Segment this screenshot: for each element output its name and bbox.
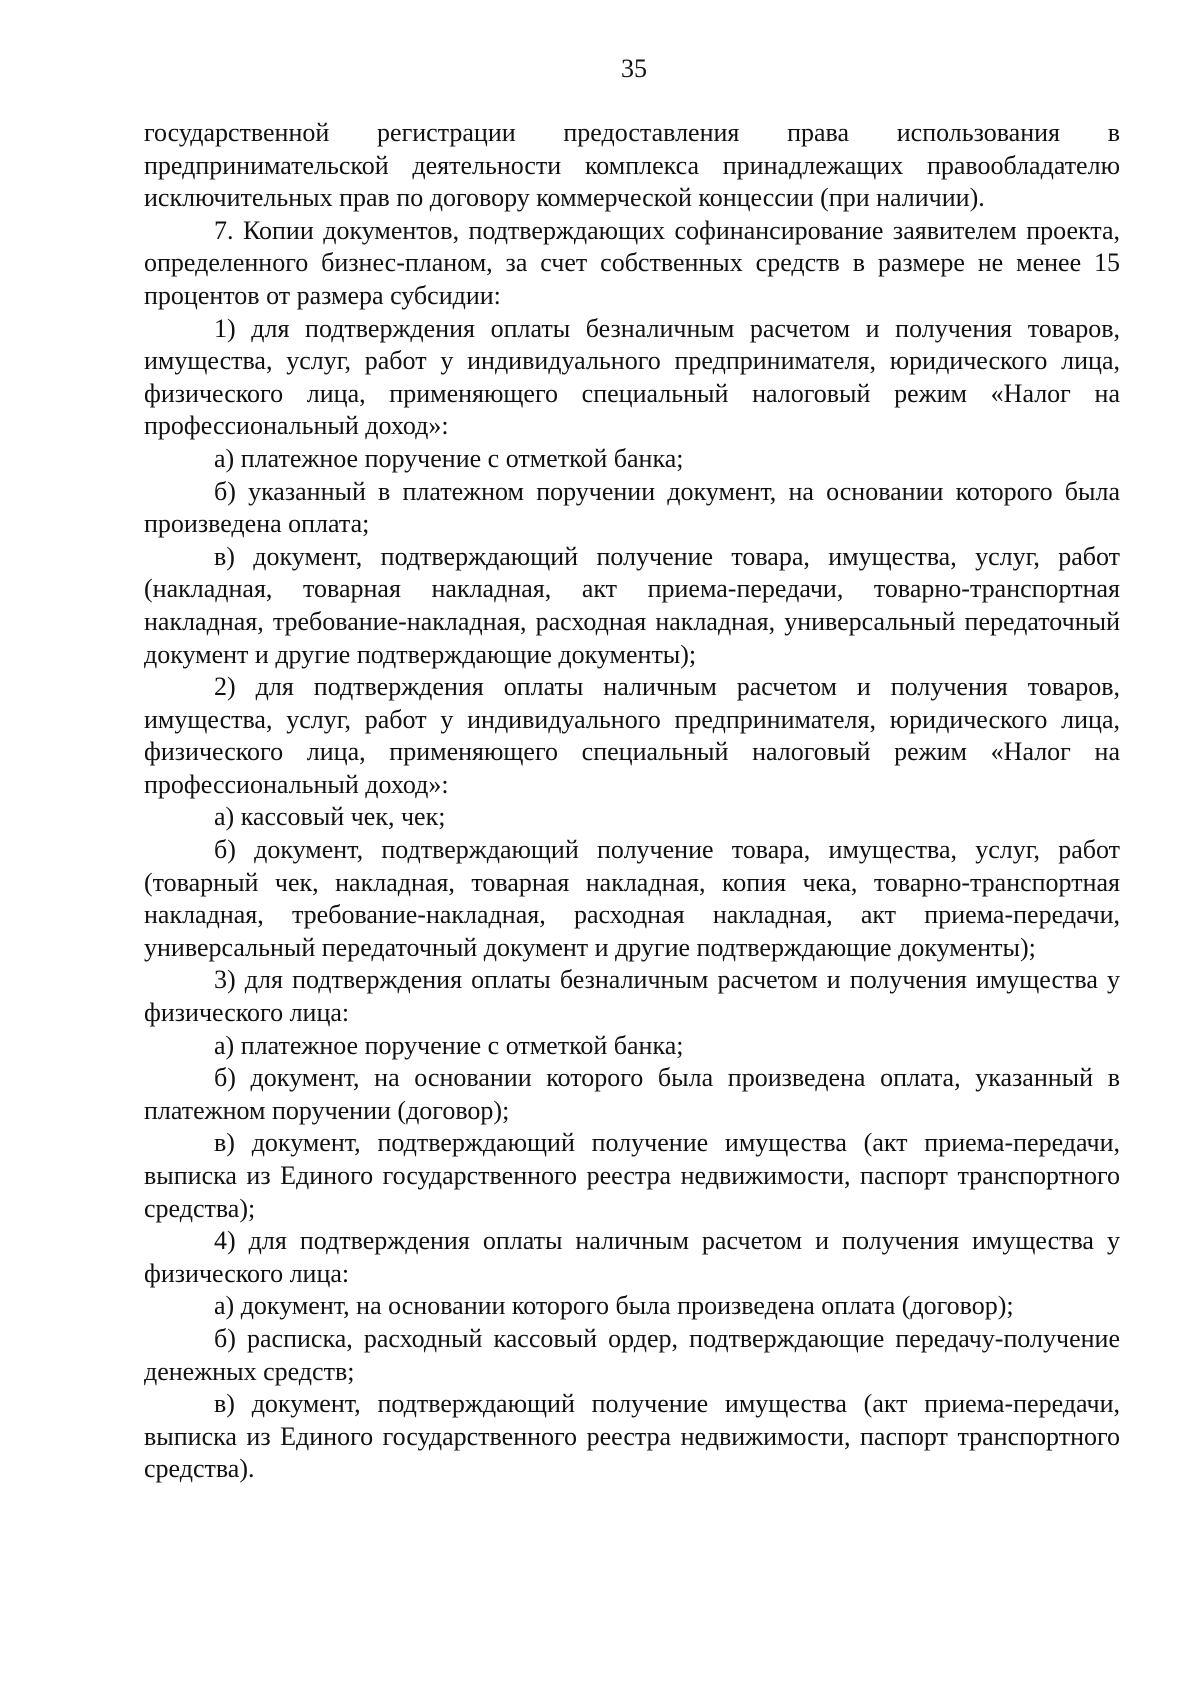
- paragraph: 4) для подтверждения оплаты наличным расчетом и получения имущества у физического лица:: [144, 1226, 1120, 1288]
- paragraph: 3) для подтверждения оплаты безналичным расчетом и получения имущества у физического лица:: [144, 965, 1120, 1028]
- paragraph: 2) для подтверждения оплаты наличным расчетом и получения товаров, имущества, услуг, работ у индивидуального предпринимателя, юридического лица, физического лица, применяющего специальный налоговый режим «Налог на профессиональный доход»:: [144, 672, 1120, 799]
- paragraph: а) платежное поручение с отметкой банка;: [214, 443, 684, 473]
- paragraph: 7. Копии документов, подтверждающих софинансирование заявителем проекта, определенного бизнес-планом, за счет собственных средств в размере не менее 15 процентов от размера субсидии:: [144, 215, 1120, 310]
- paragraph: б) документ, на основании которого была произведена оплата, указанный в платежном поручении (договор);: [144, 1063, 1120, 1125]
- paragraph: а) платежное поручение с отметкой банка;: [214, 1030, 684, 1060]
- paragraph: б) указанный в платежном поручении документ, на основании которого была произведена оплата;: [144, 476, 1120, 539]
- paragraph: в) документ, подтверждающий получение товара, имущества, услуг, работ (накладная, товарная накладная, акт приема-передачи, товарно-транспортная накладная, требование-накладная, расходная накладная, универсальный передаточный документ и другие подтверждающие документы);: [144, 541, 1120, 669]
- paragraph: а) кассовый чек, чек;: [214, 802, 446, 832]
- paragraph: в) документ, подтверждающий получение имущества (акт приема-передачи, выписка из Единого государственного реестра недвижимости, паспорт транспортного средства).: [144, 1389, 1120, 1484]
- paragraph: государственной регистрации предоставления права использования в предпринимательской деятельности комплекса принадлежащих правообладателю исключительных прав по договору коммерческой концессии (при наличии).: [144, 118, 1120, 213]
- paragraph: б) документ, подтверждающий получение товара, имущества, услуг, работ (товарный чек, накладная, товарная накладная, копия чека, товарно-транспортная накладная, требование-накладная, расходная накладная, акт приема-передачи, универсальный передаточный документ и другие подтверждающие документы);: [144, 835, 1120, 962]
- paragraph: в) документ, подтверждающий получение имущества (акт приема-передачи, выписка из Единого государственного реестра недвижимости, паспорт транспортного средства);: [144, 1128, 1120, 1223]
- page-number: 35: [621, 54, 647, 83]
- paragraph: б) расписка, расходный кассовый ордер, подтверждающие передачу-получение денежных средств;: [144, 1323, 1120, 1386]
- paragraph: а) документ, на основании которого была произведена оплата (договор);: [214, 1291, 1014, 1321]
- paragraph: 1) для подтверждения оплаты безналичным расчетом и получения товаров, имущества, услуг, работ у индивидуального предпринимателя, юридического лица, физического лица, применяющего специальный налоговый режим «Налог на профессиональный доход»:: [144, 313, 1120, 441]
- document-body: [144, 117, 1120, 1486]
